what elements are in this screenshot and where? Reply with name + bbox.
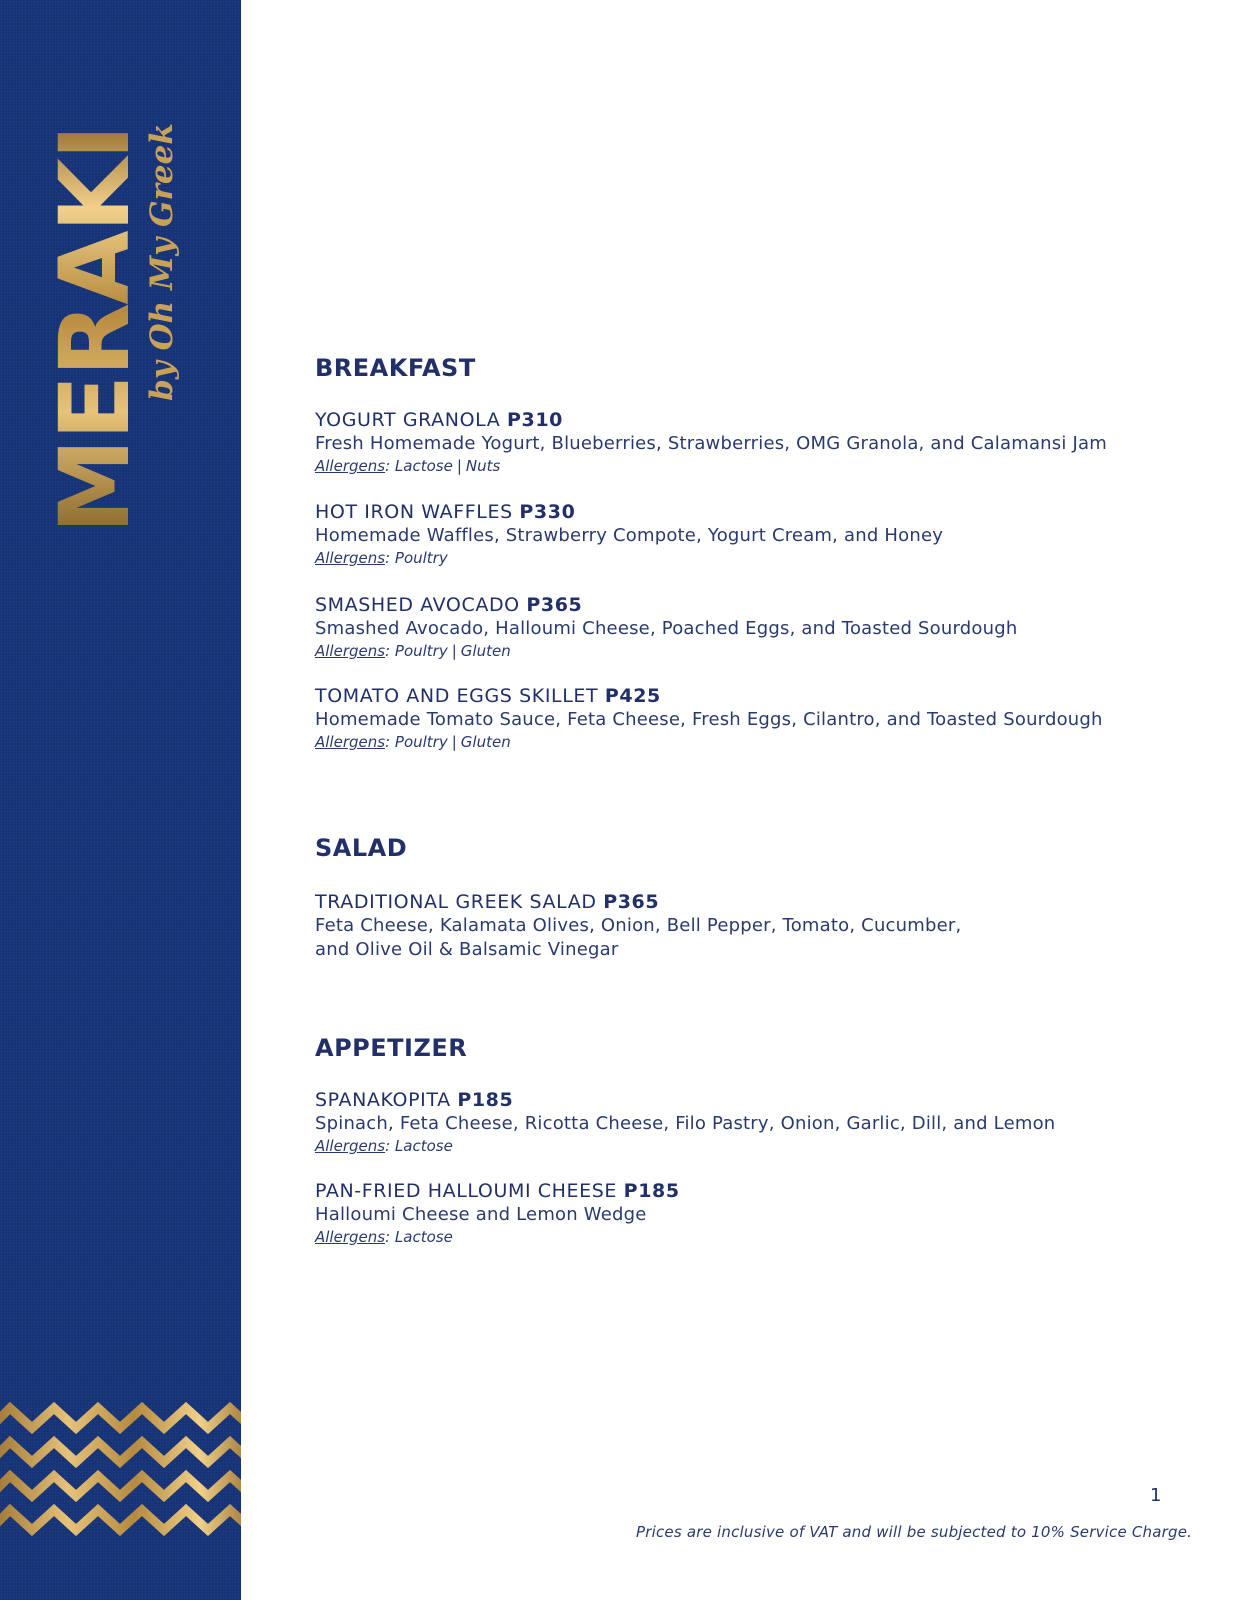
- item-price: P365: [603, 891, 660, 913]
- section-title-appetizer: APPETIZER: [315, 1034, 468, 1062]
- item-price: P185: [457, 1089, 514, 1111]
- menu-item-spanakopita: [315, 1088, 1195, 1156]
- section-title-breakfast: BREAKFAST: [315, 354, 476, 382]
- item-allergens: Allergens: Lactose | Nuts: [315, 457, 501, 475]
- item-name: SPANAKOPITA: [315, 1089, 451, 1111]
- brand-sidebar: [0, 0, 241, 1600]
- item-description-line: Feta Cheese, Kalamata Olives, Onion, Bell Pepper, Tomato, Cucumber,: [315, 915, 962, 936]
- allergen-separator: |: [456, 457, 462, 475]
- menu-item-tomato-and-eggs-skillet: [315, 684, 1195, 752]
- menu-item-hot-iron-waffles: [315, 500, 1195, 568]
- item-description: Spinach, Feta Cheese, Ricotta Cheese, Filo Pastry, Onion, Garlic, Dill, and Lemon: [315, 1113, 1056, 1134]
- menu-item-pan-fried-halloumi-cheese: [315, 1179, 1195, 1247]
- item-name: SMASHED AVOCADO: [315, 594, 520, 616]
- allergen-separator: |: [451, 733, 457, 751]
- allergens-label: Allergens: [315, 457, 386, 475]
- brand-logo-wordmark: MERAKI: [39, 126, 151, 534]
- menu-item-smashed-avocado: [315, 593, 1195, 661]
- allergen: Poultry: [394, 549, 448, 567]
- allergen: Poultry: [394, 733, 448, 751]
- menu-item-yogurt-granola: [315, 408, 1195, 476]
- item-name: TOMATO AND EGGS SKILLET: [315, 685, 599, 707]
- item-description: Halloumi Cheese and Lemon Wedge: [315, 1204, 647, 1225]
- allergens-label: Allergens: [315, 642, 386, 660]
- allergen: Lactose: [394, 1137, 453, 1155]
- allergen: Nuts: [465, 457, 501, 475]
- item-name: HOT IRON WAFFLES: [315, 501, 513, 523]
- allergen-separator: |: [451, 642, 457, 660]
- allergen: Lactose: [394, 1228, 453, 1246]
- item-description-line: and Olive Oil & Balsamic Vinegar: [315, 939, 619, 960]
- item-price: P185: [623, 1180, 680, 1202]
- item-description: Smashed Avocado, Halloumi Cheese, Poached Eggs, and Toasted Sourdough: [315, 618, 1018, 639]
- allergens-label: Allergens: [315, 1228, 386, 1246]
- menu-item-traditional-greek-salad: [315, 890, 1195, 962]
- allergen: Gluten: [460, 642, 511, 660]
- allergen: Gluten: [460, 733, 511, 751]
- item-name: TRADITIONAL GREEK SALAD: [315, 891, 597, 913]
- item-description: Homemade Waffles, Strawberry Compote, Yogurt Cream, and Honey: [315, 525, 944, 546]
- item-price: P365: [526, 594, 583, 616]
- item-allergens: Allergens: Poultry | Gluten: [315, 733, 511, 751]
- allergen: Lactose: [394, 457, 453, 475]
- allergens-label: Allergens: [315, 549, 386, 567]
- item-price: P425: [604, 685, 661, 707]
- item-name: PAN-FRIED HALLOUMI CHEESE: [315, 1180, 618, 1202]
- item-price: P310: [507, 409, 563, 431]
- allergens-label: Allergens: [315, 733, 386, 751]
- brand-tagline: by Oh My Greek: [144, 123, 180, 401]
- gold-zigzag-pattern: [0, 1400, 241, 1550]
- allergen: Poultry: [394, 642, 448, 660]
- page-number: 1: [1150, 1485, 1162, 1506]
- allergens-label: Allergens: [315, 1137, 386, 1155]
- section-title-salad: SALAD: [315, 834, 408, 862]
- item-allergens: Allergens: Lactose: [315, 1137, 453, 1155]
- footnote-service-charge: Prices are inclusive of VAT and will be subjected to 10% Service Charge.: [636, 1523, 1193, 1541]
- item-description: Homemade Tomato Sauce, Feta Cheese, Fresh Eggs, Cilantro, and Toasted Sourdough: [315, 709, 1103, 730]
- item-allergens: Allergens: Poultry: [315, 549, 448, 567]
- item-allergens: Allergens: Poultry | Gluten: [315, 642, 511, 660]
- item-description: Fresh Homemade Yogurt, Blueberries, Strawberries, OMG Granola, and Calamansi Jam: [315, 433, 1107, 454]
- item-price: P330: [519, 501, 576, 523]
- item-allergens: Allergens: Lactose: [315, 1228, 453, 1246]
- item-name: YOGURT GRANOLA: [315, 409, 501, 431]
